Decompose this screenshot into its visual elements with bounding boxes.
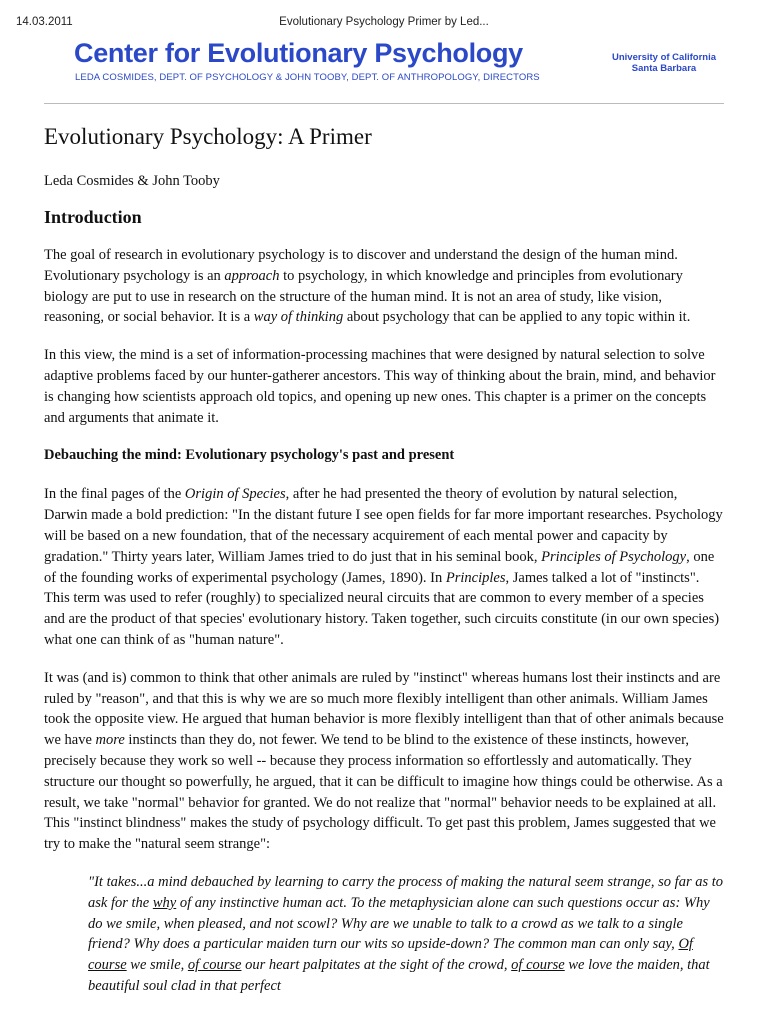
history-paragraph-1: In the final pages of the Origin of Species, after he had presented the theory of evolution by natural selection, Darwin made a bold prediction: "In the distant future I see open fields for far more important researches. Psychology will be based on a new foundation, that of the necessary acquirement of each mental power and capacity by gradation." Thirty years later, William James tried to do just that in his seminal book, Principles of Psychology, one of the founding works of experimental psychology (James, 1890). In Principles, James talked a lot of "instincts". This term was used to refer (roughly) to specialized neural circuits that are common to every member of a species and are the product of that species' evolutionary history. Taken together, such circuits constitute (in our own species) what one can think of as "human nature". — [44, 486, 723, 648]
debauching-heading: Debauching the mind: Evolutionary psychology's past and present — [44, 447, 455, 464]
directors-line: LEDA COSMIDES, DEPT. OF PSYCHOLOGY & JOHN TOOBY, DEPT. OF ANTHROPOLOGY, DIRECTORS — [75, 72, 540, 83]
university-line-2: Santa Barbara — [631, 63, 697, 74]
print-page-title: Evolutionary Psychology Primer by Led... — [279, 16, 489, 28]
print-header — [16, 16, 752, 34]
article-title: Evolutionary Psychology: A Primer — [44, 124, 372, 149]
banner-divider — [44, 103, 724, 104]
intro-paragraph-1: The goal of research in evolutionary psychology is to discover and understand the design of the human mind. Evolutionary psychology is an approach to psychology, in which knowledge and principles from evolutionary biology are put to use in research on the structure of the human mind. It is not an area of study, like vision, reasoning, or social behavior. It is a way of thinking about psychology that can be applied to any topic within it. — [44, 247, 691, 326]
print-date: 14.03.2011 — [16, 16, 73, 28]
article-body — [44, 122, 724, 997]
introduction-heading: Introduction — [44, 207, 142, 227]
university-label[interactable] — [604, 52, 724, 74]
history-paragraph-2: It was (and is) common to think that other animals are ruled by "instinct" whereas humans lost their instincts and are ruled by "reason", and that this is why we are so much more flexibly intelligent than other animals. William James took the opposite view. He argued that human behavior is more flexibly intelligent than that of other animals because we have more instincts than they do, not fewer. We tend to be blind to the existence of these instincts, however, precisely because they work so well -- because they process information so effortlessly and automatically. They structure our thought so powerfully, he argued, that it can be difficult to imagine how things could be otherwise. As a result, we take "normal" behavior for granted. We do not realize that "normal" behavior needs to be explained at all. This "instinct blindness" makes the study of psychology difficult. To get past this problem, James suggested that we try to make the "natural seem strange": — [44, 669, 724, 853]
intro-paragraph-2: In this view, the mind is a set of information-processing machines that were designed by natural selection to solve adaptive problems faced by our hunter-gatherer ancestors. This way of thinking about the brain, mind, and behavior is changing how scientists approach old topics, and opening up new ones. This chapter is a primer on the concepts and arguments that animate it. — [44, 347, 716, 426]
center-name[interactable]: Center for Evolutionary Psychology — [74, 38, 523, 68]
university-line-1: University of California — [612, 52, 716, 63]
james-quote: "It takes...a mind debauched by learning to carry the process of making the natural seem strange, so far as to ask for the why of any instinctive human act. To the metaphysician alone can such questions occur as: Why do we smile, when pleased, and not scowl? Why are we unable to talk to a crowd as we talk to a single friend? Why does a particular maiden turn our wits so upside-down? The common man can only say, Of course we smile, of course our heart palpitates at the sight of the crowd, of course we love the maiden, that beautiful soul clad in that perfect — [88, 873, 724, 994]
site-banner — [74, 36, 724, 106]
article-authors: Leda Cosmides & John Tooby — [44, 173, 220, 189]
